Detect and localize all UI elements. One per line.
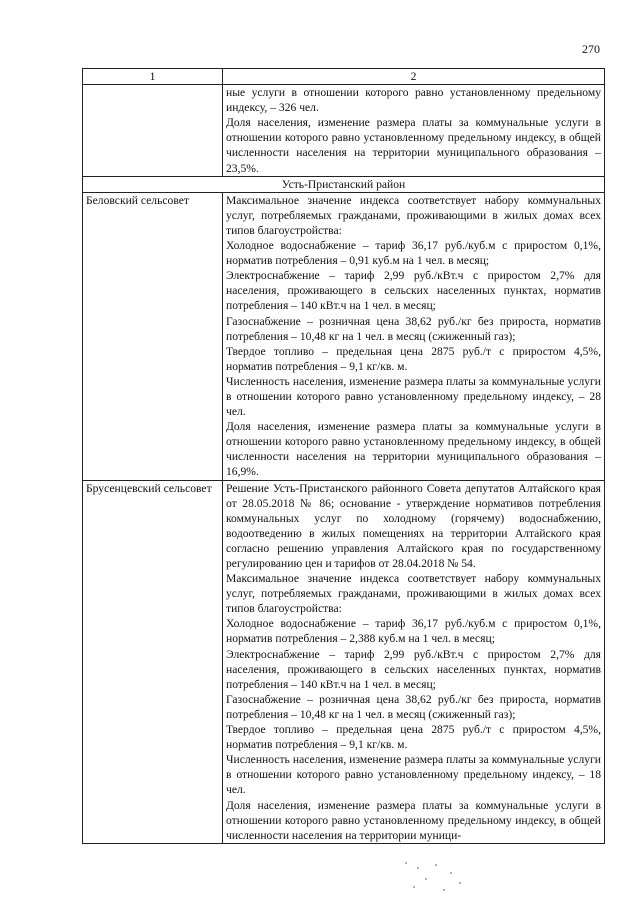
municipality-name: Беловский сельсовет: [83, 192, 223, 480]
paragraph: Твердое топливо – предельная цена 2875 руб./т с приростом 4,5%, норматив потребления – 9,1 кг/кв. м.: [226, 723, 601, 752]
paragraph: Твердое топливо – предельная цена 2875 руб./т с приростом 4,5%, норматив потребления – 9,1 кг/кв. м.: [226, 344, 601, 373]
paragraph: Электроснабжение – тариф 2,99 руб./кВт.ч с приростом 2,7% для населения, проживающего в сельских населенных пунктах, норматив потребления – 140 кВт.ч на 1 чел. в месяц;: [226, 269, 601, 313]
table-header-row: [83, 69, 605, 85]
paragraph: Газоснабжение – розничная цена 38,62 руб./кг без прироста, норматив потребления – 10,48 кг на 1 чел. в месяц (сжиженный газ);: [226, 692, 601, 721]
paragraph: Холодное водоснабжение – тариф 36,17 руб./куб.м с приростом 0,1%, норматив потребления – 0,91 куб.м на 1 чел. в месяц;: [226, 239, 601, 268]
paragraph: Газоснабжение – розничная цена 38,62 руб./кг без прироста, норматив потребления – 10,48 кг на 1 чел. в месяц (сжиженный газ);: [226, 314, 601, 343]
paragraph: Максимальное значение индекса соответствует набору коммунальных услуг, потребляемых гражданами, проживающими в жилых домах всех типов благоустройства:: [226, 572, 601, 616]
district-row: [83, 176, 605, 192]
paragraph: Холодное водоснабжение – тариф 36,17 руб./куб.м с приростом 0,1%, норматив потребления – 2,388 куб.м на 1 чел. в месяц;: [226, 617, 601, 646]
district-heading: Усть-Пристанский район: [83, 176, 605, 192]
table-row: [83, 85, 605, 177]
municipality-details: [223, 480, 605, 843]
paragraph: Доля населения, изменение размера платы за коммунальные услуги в отношении которого равно установленному предельному индексу, в общей численности населения на территории муниципального образования – 23,5%.: [226, 116, 601, 175]
paragraph: ные услуги в отношении которого равно установленному предельному индексу, – 326 чел.: [226, 86, 601, 115]
municipality-details: [223, 192, 605, 480]
page-number: 270: [582, 42, 600, 56]
column-1-header: 1: [83, 69, 223, 85]
paragraph: Максимальное значение индекса соответствует набору коммунальных услуг, потребляемых гражданами, проживающими в жилых домах всех типов благоустройства:: [226, 193, 601, 237]
column-2-header: 2: [223, 69, 605, 85]
table-row: [83, 192, 605, 480]
empty-name-cell: [83, 85, 223, 177]
document-table: [82, 68, 605, 844]
continuation-cell: [223, 85, 605, 177]
paragraph: Численность населения, изменение размера платы за коммунальные услуги в отношении которого равно установленному предельному индексу, – 28 чел.: [226, 374, 601, 419]
paragraph: Электроснабжение – тариф 2,99 руб./кВт.ч с приростом 2,7% для населения, проживающего в сельских населенных пунктах, норматив потребления – 140 кВт.ч на 1 чел. в месяц;: [226, 647, 601, 691]
table-row: [83, 480, 605, 843]
municipality-name: Брусенцевский сельсовет: [83, 480, 223, 843]
paragraph: Доля населения, изменение размера платы за коммунальные услуги в отношении которого равно установленному предельному индексу, в общей численности населения на территории муници-: [226, 798, 601, 842]
paragraph: Решение Усть-Пристанского районного Совета депутатов Алтайского края от 28.05.2018 № 86; основание - утверждение нормативов потребления коммунальных услуг по холодному (горячему) водоснабжению, водоотведению в жилых помещениях на территории Алтайского края согласно решению управления Алтайского края по государственному регулированию цен и тарифов от 28.04.2018 № 54.: [226, 481, 601, 570]
paragraph: Численность населения, изменение размера платы за коммунальные услуги в отношении которого равно установленному предельному индексу, – 18 чел.: [226, 753, 601, 797]
scan-noise-marks: [395, 858, 485, 898]
paragraph: Доля населения, изменение размера платы за коммунальные услуги в отношении которого равно установленному предельному индексу, в общей численности населения на территории муниципального образования – 16,9%.: [226, 420, 601, 479]
